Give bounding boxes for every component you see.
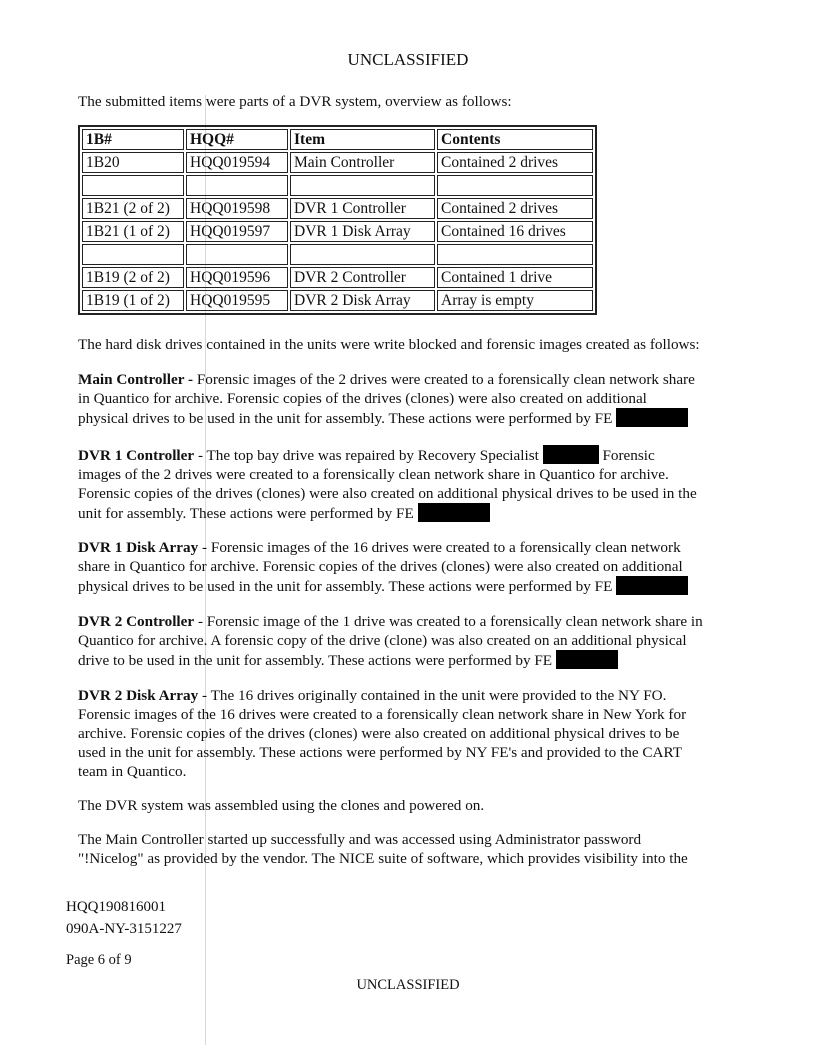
table-row (82, 175, 593, 196)
dvr2-controller-paragraph (78, 612, 758, 670)
body-text: - Forensic image of the 1 drive was created to a forensically clean network share in (194, 613, 703, 630)
file-number: HQQ190816001 (66, 899, 166, 915)
table-cell: 1B19 (1 of 2) (82, 290, 184, 311)
body-text: unit for assembly. These actions were performed by FE (78, 505, 418, 522)
footer-classification: UNCLASSIFIED (356, 977, 460, 993)
section-lead: DVR 1 Disk Array (78, 539, 199, 556)
body-text: archive. Forensic copies of the drives (clones) were also created on additional physical drives to be (78, 725, 680, 742)
table-cell: Array is empty (437, 290, 593, 311)
body-text: "!Nicelog" as provided by the vendor. The NICE suite of software, which provides visibility into the (78, 850, 688, 867)
header-cell: 1B# (82, 129, 184, 150)
table-row (82, 267, 593, 288)
body-text: Forensic copies of the drives (clones) were also created on additional physical drives to be used in the (78, 485, 697, 502)
header-cell: Contents (437, 129, 593, 150)
redaction-block (616, 408, 688, 427)
assembled-paragraph (78, 796, 758, 815)
body-text: physical drives to be used in the unit for assembly. These actions were performed by FE (78, 410, 617, 427)
dvr1-controller-paragraph (78, 445, 758, 523)
table-cell: 1B20 (82, 152, 184, 173)
table-cell: HQQ019598 (186, 198, 288, 219)
table-header-row (82, 129, 593, 150)
table-cell (82, 175, 184, 196)
table-cell: Contained 1 drive (437, 267, 593, 288)
header-cell: HQQ# (186, 129, 288, 150)
body-text: Forensic images of the 16 drives were created to a forensically clean network share in New York for (78, 706, 687, 723)
page-number: Page 6 of 9 (66, 952, 132, 968)
body-text: team in Quantico. (78, 763, 187, 780)
body-text: The Main Controller started up successfully and was accessed using Administrator password (78, 831, 642, 848)
table-cell: HQQ019594 (186, 152, 288, 173)
table-cell: DVR 1 Disk Array (290, 221, 435, 242)
body-text: share in Quantico for archive. Forensic copies of the drives (clones) were also created on additional (78, 558, 683, 575)
dvr1-array-paragraph (78, 538, 758, 596)
table-cell: 1B21 (1 of 2) (82, 221, 184, 242)
redaction-block (543, 445, 599, 464)
table-cell (290, 175, 435, 196)
table-row (82, 290, 593, 311)
table-row (82, 221, 593, 242)
section-lead: Main Controller - (78, 371, 194, 388)
body-text: Quantico for archive. A forensic copy of the drive (clone) was also created on an additional physical (78, 632, 687, 649)
table-cell: 1B19 (2 of 2) (82, 267, 184, 288)
body-text: in Quantico for archive. Forensic copies of the drives (clones) were also created on additional (78, 390, 647, 407)
table-cell (82, 244, 184, 265)
table-cell: Contained 2 drives (437, 198, 593, 219)
hard-disk-paragraph (78, 335, 758, 354)
file-numbers (66, 896, 182, 940)
table-cell: DVR 2 Controller (290, 267, 435, 288)
redaction-block (616, 576, 688, 595)
header-cell: Item (290, 129, 435, 150)
section-lead: DVR 2 Disk Array (78, 687, 199, 704)
redaction-block (418, 503, 490, 522)
body-text: - The 16 drives originally contained in the unit were provided to the NY FO. (198, 687, 667, 704)
body-text: physical drives to be used in the unit for assembly. These actions were performed by FE (78, 578, 617, 595)
hard-disk-text: The hard disk drives contained in the units were write blocked and forensic images created as follows: (78, 336, 700, 353)
body-text: The DVR system was assembled using the clones and powered on. (78, 797, 485, 814)
table-cell (186, 175, 288, 196)
body-text: Forensic (598, 447, 655, 464)
body-text: images of the 2 drives were created to a forensically clean network share in Quantico for archive. (78, 466, 669, 483)
table-cell (437, 244, 593, 265)
table-cell (437, 175, 593, 196)
dvr2-array-paragraph (78, 686, 758, 781)
body-text: drive to be used in the unit for assembly. These actions were performed by FE (78, 652, 556, 669)
table-row (82, 244, 593, 265)
table-cell: DVR 1 Controller (290, 198, 435, 219)
table-row (82, 152, 593, 173)
body-text: - The top bay drive was repaired by Recovery Specialist (194, 447, 543, 464)
file-number: 090A-NY-3151227 (66, 921, 182, 937)
section-lead: DVR 1 Controller (78, 447, 195, 464)
table-cell: Main Controller (290, 152, 435, 173)
table-cell (186, 244, 288, 265)
final-paragraph (78, 830, 758, 868)
intro-text: The submitted items were parts of a DVR system, overview as follows: (78, 93, 512, 110)
main-controller-paragraph (78, 370, 758, 428)
body-text: Forensic images of the 2 drives were created to a forensically clean network share (193, 371, 695, 388)
table-cell: HQQ019597 (186, 221, 288, 242)
table-cell: Contained 2 drives (437, 152, 593, 173)
header-classification: UNCLASSIFIED (347, 50, 469, 69)
body-text: used in the unit for assembly. These actions were performed by NY FE's and provided to the CART (78, 744, 682, 761)
table-cell: Contained 16 drives (437, 221, 593, 242)
body-text: - Forensic images of the 16 drives were created to a forensically clean network (198, 539, 681, 556)
table-cell: HQQ019596 (186, 267, 288, 288)
table-row (82, 198, 593, 219)
table-cell: DVR 2 Disk Array (290, 290, 435, 311)
items-table (78, 125, 597, 315)
section-lead: DVR 2 Controller (78, 613, 195, 630)
table-cell (290, 244, 435, 265)
redaction-block (556, 650, 618, 669)
table-cell: HQQ019595 (186, 290, 288, 311)
table-cell: 1B21 (2 of 2) (82, 198, 184, 219)
